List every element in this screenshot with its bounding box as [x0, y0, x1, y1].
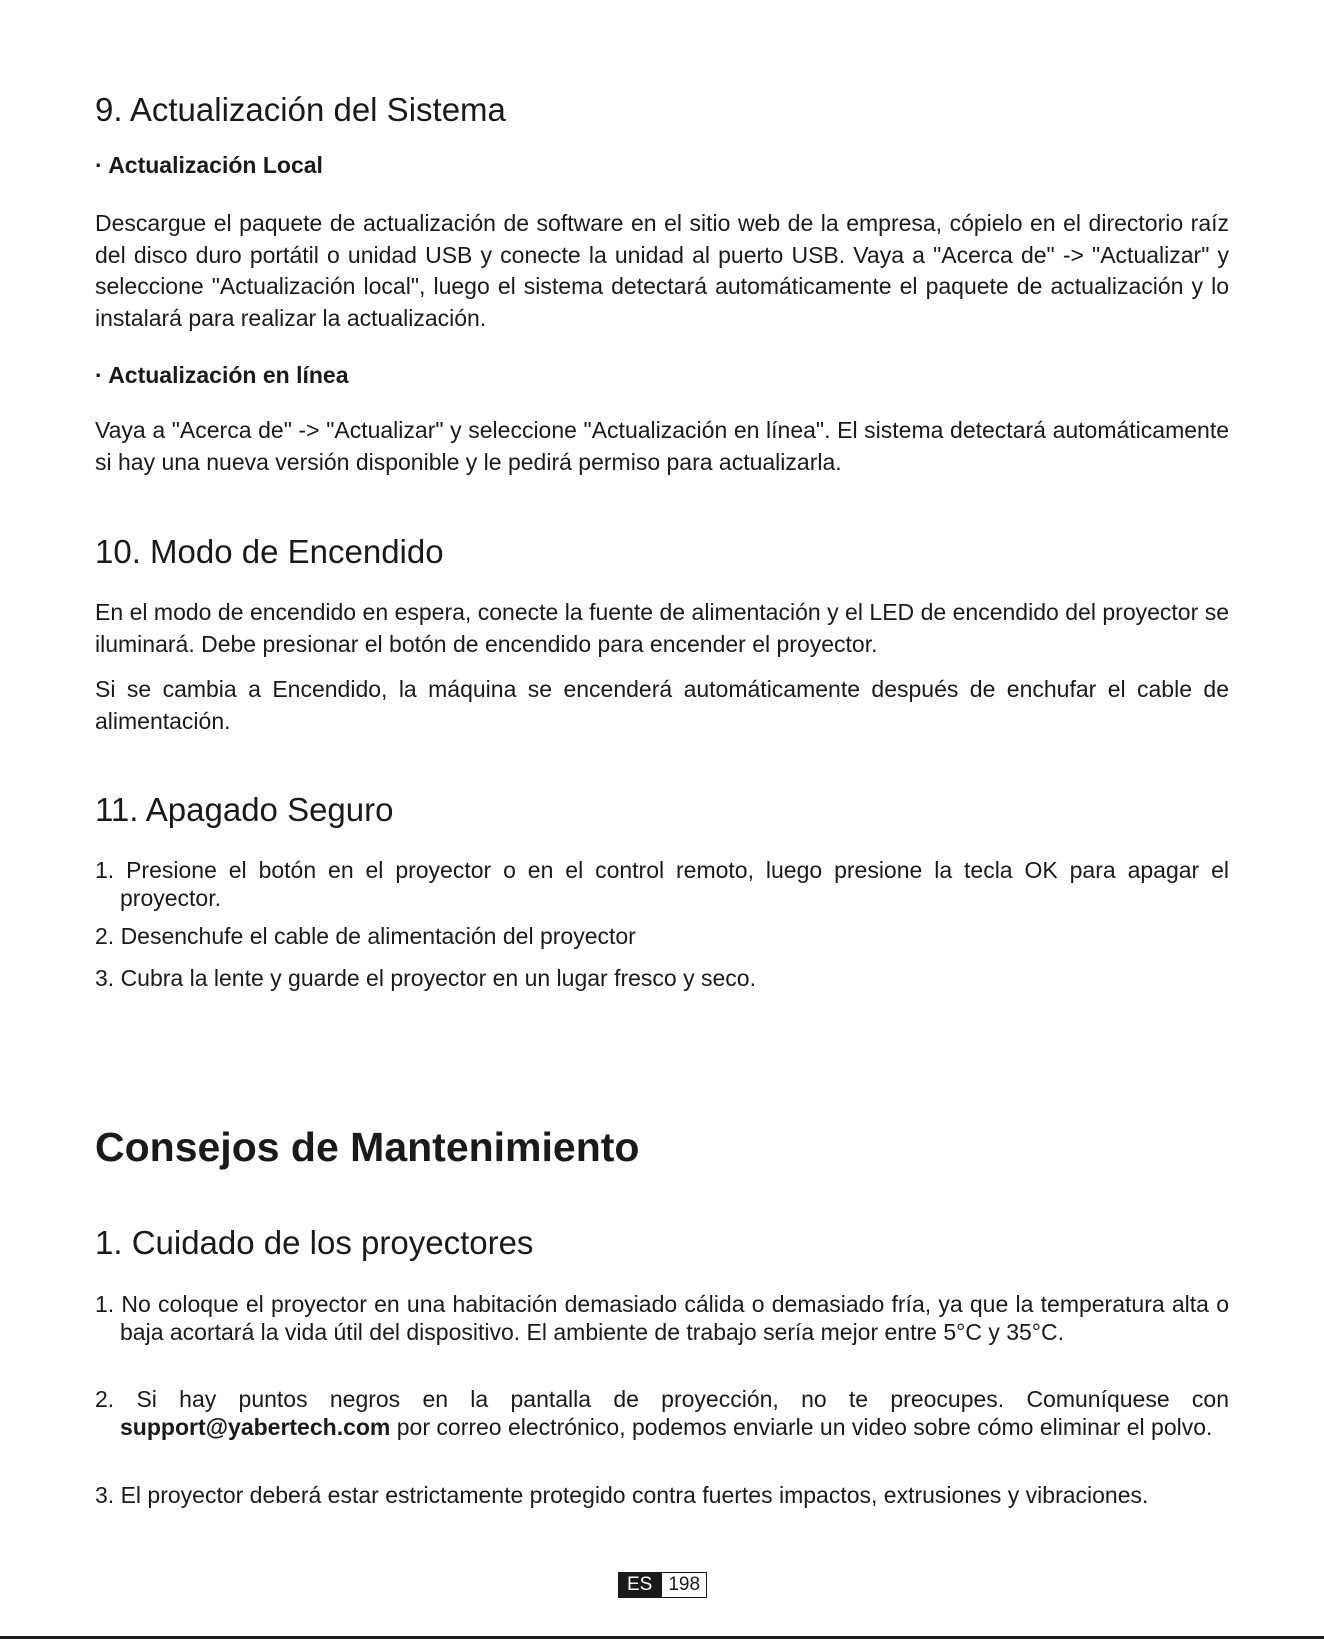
section-10-title: 10. Modo de Encendido — [95, 533, 444, 570]
maintenance-title: Consejos de Mantenimiento — [95, 1124, 640, 1170]
page-footer — [618, 1572, 707, 1598]
shutdown-step-1: 1. Presione el botón en el proyector o en el control remoto, luego presione la tecla OK para apagar el proyector. — [95, 857, 1229, 911]
local-update-text: Descargue el paquete de actualización de software en el sitio web de la empresa, cópielo en el directorio raíz del disco duro portátil o unidad USB y conecte la unidad al puerto USB. Vaya a "Acerca de" -> "Actualizar" y seleccione "Actualización local", luego el sistema detectará automáticamente el paquete de actualización y lo instalará para realizar la actualización. — [95, 210, 1229, 331]
local-update-heading: · Actualización Local — [95, 152, 323, 178]
section-11-title: 11. Apagado Seguro — [95, 791, 394, 828]
page-number: 198 — [661, 1572, 707, 1598]
power-mode-paragraph-1: En el modo de encendido en espera, conecte la fuente de alimentación y el LED de encendido del proyector se iluminará. Debe presionar el botón de encendido para encender el proyector. — [95, 599, 1229, 657]
care-item-2 — [95, 1385, 1229, 1441]
shutdown-step-3: 3. Cubra la lente y guarde el proyector en un lugar fresco y seco. — [95, 965, 756, 991]
online-update-text: Vaya a "Acerca de" -> "Actualizar" y seleccione "Actualización en línea". El sistema detectará automáticamente si hay una nueva versión disponible y le pedirá permiso para actualizarla. — [95, 417, 1229, 475]
care-item-2-suffix: por correo electrónico, podemos enviarle un video sobre cómo eliminar el polvo. — [390, 1414, 1213, 1440]
care-item-1: 1. No coloque el proyector en una habitación demasiado cálida o demasiado fría, ya que la temperatura alta o baja acortará la vida útil del dispositivo. El ambiente de trabajo sería mejor entre 5°C y 35°C. — [95, 1291, 1229, 1345]
section-9-title: 9. Actualización del Sistema — [95, 91, 506, 128]
power-mode-paragraph-2: Si se cambia a Encendido, la máquina se encenderá automáticamente después de enchufar el cable de alimentación. — [95, 676, 1229, 734]
online-update-heading: · Actualización en línea — [95, 362, 349, 388]
shutdown-step-2: 2. Desenchufe el cable de alimentación del proyector — [95, 923, 636, 949]
care-item-3: 3. El proyector deberá estar estrictamente protegido contra fuertes impactos, extrusiones y vibraciones. — [95, 1482, 1149, 1508]
projector-care-title: 1. Cuidado de los proyectores — [95, 1224, 534, 1261]
language-badge: ES — [618, 1572, 661, 1598]
care-item-2-prefix: 2. Si hay puntos negros en la pantalla de proyección, no te preocupes. Comuníquese con — [95, 1386, 1229, 1412]
support-email: support@yabertech.com — [120, 1414, 391, 1440]
